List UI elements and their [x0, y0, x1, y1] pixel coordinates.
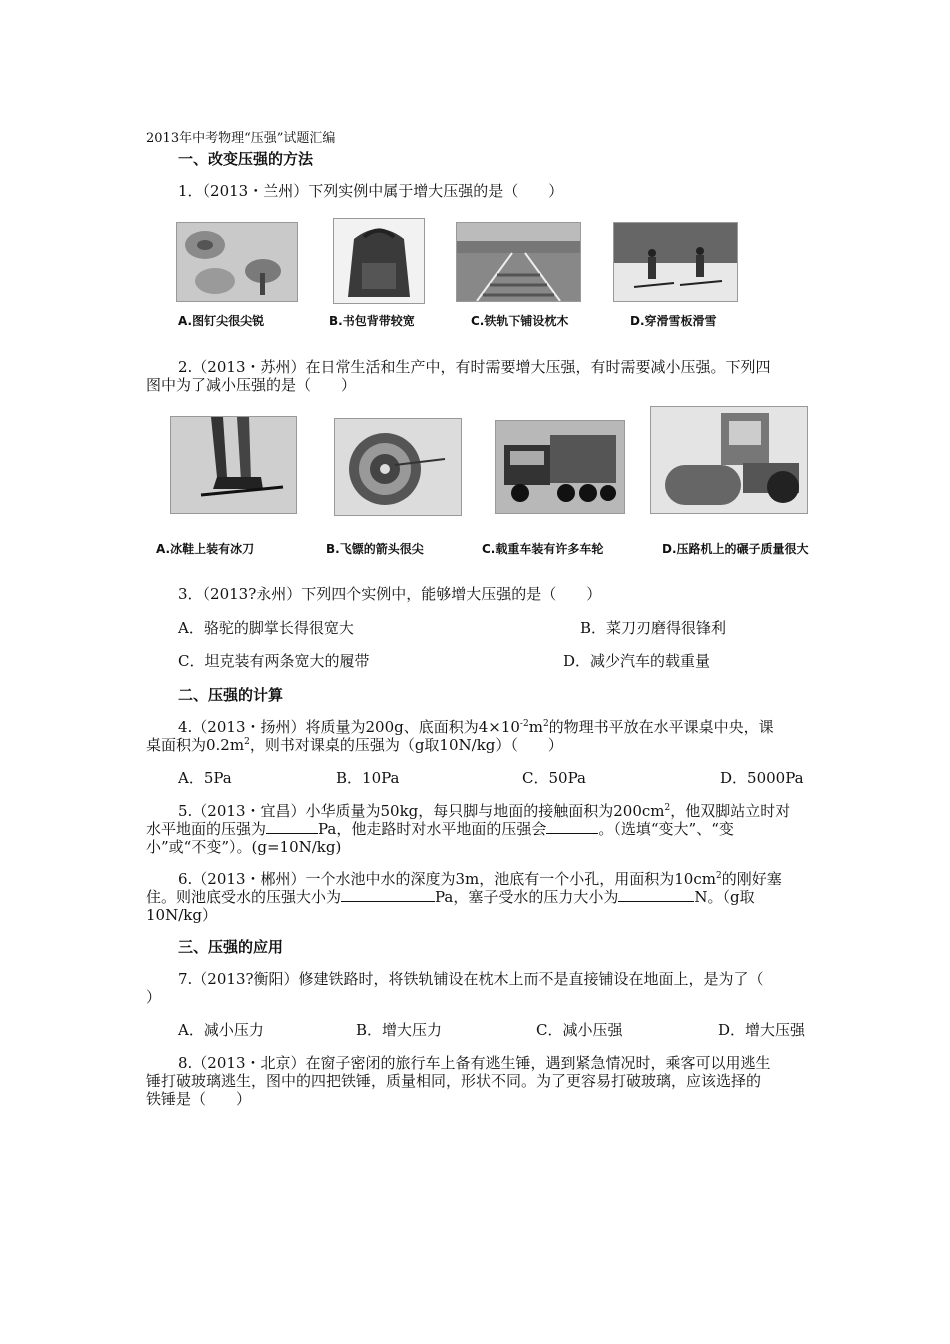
q7-option-b: B．增大压力 [356, 1021, 443, 1039]
document-title: 2013年中考物理“压强”试题汇编 [146, 131, 336, 146]
q3-option-c: C．坦克装有两条宽大的履带 [178, 652, 370, 670]
dartboard-image [334, 418, 462, 516]
question-5-line-1: 5.（2013・宜昌）小华质量为50kg，每只脚与地面的接触面积为$200cm^2$，他双脚站立时对 [178, 802, 791, 820]
q3-option-d: D．减少汽车的载重量 [563, 652, 711, 670]
ice-skate-image [170, 416, 297, 514]
q1-caption-c: C.铁轨下铺设枕木 [471, 314, 569, 328]
q7-option-d: D．增大压强 [718, 1021, 806, 1039]
q1-caption-b: B.书包背带较宽 [329, 314, 415, 328]
q6-answer-blank-2[interactable] [618, 888, 694, 902]
question-7-line-1: 7.（2013?衡阳）修建铁路时，将铁轨铺设在枕木上而不是直接铺设在地面上，是为了（ [178, 970, 764, 988]
question-5-line-2: 水平地面的压强为 Pa，他走路时对水平地面的压强会 。（选填“变大”、“变 [146, 820, 734, 838]
question-6-line-1: 6.（2013・郴州）一个水池中水的深度为3m，池底有一个小孔，用面积为$10cm^2$的刚好塞 [178, 870, 782, 888]
question-8-line-3: 铁锤是（ ） [146, 1090, 252, 1108]
question-8-line-2: 锤打破玻璃逃生，图中的四把铁锤，质量相同，形状不同。为了更容易打破玻璃，应该选择的 [146, 1072, 762, 1090]
q4-option-a: A．5Pa [178, 769, 232, 787]
heavy-truck-image [495, 420, 625, 514]
question-6-line-3: 10N/kg） [146, 906, 217, 924]
q3-option-a: A．骆驼的脚掌长得很宽大 [178, 619, 354, 637]
section-heading-1: 一、改变压强的方法 [178, 150, 314, 168]
q1-caption-a: A.图钉尖很尖锐 [178, 314, 265, 328]
q2-caption-d: D.压路机上的碾子质量很大 [662, 542, 809, 556]
skiing-image [613, 222, 738, 302]
railway-image [456, 222, 581, 302]
q2-caption-b: B.飞镖的箭头很尖 [326, 542, 424, 556]
q7-option-a: A．减小压力 [178, 1021, 264, 1039]
question-8-line-1: 8.（2013・北京）在窗子密闭的旅行车上备有逃生锤，遇到紧急情况时，乘客可以用逃生 [178, 1054, 771, 1072]
question-2-stem-line-2: 图中为了减小压强的是（ ） [146, 376, 357, 394]
q4-option-c: C．50Pa [522, 769, 586, 787]
question-3-stem: 3．（2013?永州）下列四个实例中，能够增大压强的是（ ） [178, 585, 602, 603]
question-6-line-2: 住。则池底受水的压强大小为 Pa，塞子受水的压力大小为 N。（g取 [146, 888, 755, 906]
q7-option-c: C．减小压强 [536, 1021, 623, 1039]
question-5-line-3: 小”或“不变”）。(g=10N/kg) [146, 838, 342, 856]
question-2-stem-line-1: 2.（2013・苏州）在日常生活和生产中，有时需要增大压强，有时需要减小压强。下列四 [178, 358, 771, 376]
q5-answer-blank-2[interactable] [546, 820, 598, 834]
road-roller-image [650, 406, 808, 514]
question-1-stem: 1．（2013・兰州）下列实例中属于增大压强的是（ ） [178, 182, 564, 200]
q1-caption-d: D.穿滑雪板滑雪 [630, 314, 717, 328]
question-4-line-2: 桌面积为$0.2m^2$，则书对课桌的压强为（g取10N/kg）（ ） [146, 736, 563, 754]
section-heading-3: 三、压强的应用 [178, 938, 284, 956]
backpack-image [333, 218, 425, 304]
q3-option-b: B．菜刀刃磨得很锋利 [580, 619, 727, 637]
q2-caption-a: A.冰鞋上装有冰刀 [156, 542, 255, 556]
question-7-line-2: ） [146, 988, 162, 1006]
q4-option-b: B．10Pa [336, 769, 400, 787]
section-heading-2: 二、压强的计算 [178, 686, 284, 704]
question-4-line-1: 4.（2013・扬州）将质量为200g、底面积为$4\times 10^{-2}m^2$的物理书平放在水平课桌中央，课 [178, 718, 774, 736]
q5-answer-blank-1[interactable] [266, 820, 318, 834]
thumbtack-image [176, 222, 298, 302]
q2-caption-c: C.载重车装有许多车轮 [482, 542, 604, 556]
q6-answer-blank-1[interactable] [341, 888, 435, 902]
q4-option-d: D．5000Pa [720, 769, 804, 787]
